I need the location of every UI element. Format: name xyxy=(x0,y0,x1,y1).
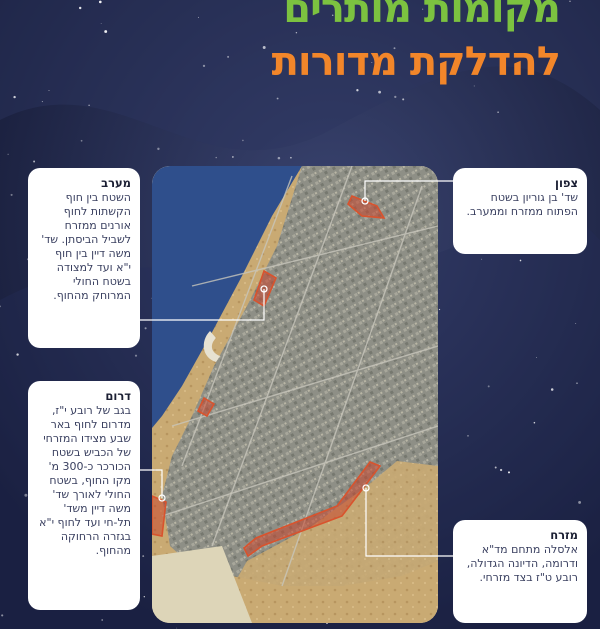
star xyxy=(16,353,18,355)
callout-east-heading: מזרח xyxy=(550,528,578,542)
star xyxy=(569,0,571,2)
star xyxy=(203,65,205,67)
title-line-1: מקומות מותרים xyxy=(283,0,560,32)
callout-north-heading: צפון xyxy=(555,176,578,190)
star xyxy=(356,89,358,91)
callout-south-body: בגב של רובע י"ז, מדרום לחוף באר שבע מצידו המזרחי של הכביש בשטח הכורכר כ-300 מ' מקו החוף, בשטח החולי לאורך שד' משה דיין משד' תל-חי ועד לחוף י"א בגזרה הרחוקה מהחוף. xyxy=(39,404,131,557)
star xyxy=(216,157,217,158)
star xyxy=(497,111,499,113)
star xyxy=(402,98,404,100)
callout-west-body: השטח בין חוף הקשתות לחוף אורנים ממזרח לשביל הביסתן. שד' משה דיין בין חוף י"א ועד למצודה בשטח החולי המרוחק מהחוף. xyxy=(41,191,131,302)
star xyxy=(488,385,490,387)
star xyxy=(145,327,147,329)
star xyxy=(578,501,581,504)
callout-south xyxy=(28,381,140,610)
star xyxy=(439,309,440,310)
star xyxy=(520,260,522,262)
star xyxy=(104,30,107,33)
star xyxy=(101,619,103,621)
star xyxy=(42,101,43,102)
star xyxy=(277,98,279,100)
star xyxy=(142,555,144,557)
star xyxy=(1,614,3,616)
star xyxy=(576,382,578,384)
map-card xyxy=(152,166,438,623)
star xyxy=(290,157,292,159)
star xyxy=(534,422,536,424)
star xyxy=(495,467,497,469)
star xyxy=(81,140,83,142)
star xyxy=(135,355,137,357)
star xyxy=(11,194,13,196)
callout-north-body: שד' בן גוריון בשטח הפתוח ממזרח וממערב. xyxy=(466,191,578,218)
star xyxy=(79,7,81,9)
callout-east-body: אלסלה מתחם מד"א ודרומה, הדיונה הגדולה, רובע ט"ז בצד מזרחי. xyxy=(466,543,578,584)
callout-east xyxy=(453,520,587,623)
star xyxy=(198,17,199,18)
callout-west-heading: מערב xyxy=(101,176,131,190)
star xyxy=(144,596,145,597)
star xyxy=(99,1,102,4)
star xyxy=(242,140,244,142)
star xyxy=(278,157,281,160)
star xyxy=(536,357,537,358)
title-line-2: להדלקת מדורות xyxy=(271,39,560,85)
star xyxy=(467,435,468,436)
star xyxy=(378,91,381,94)
star xyxy=(24,494,27,497)
star xyxy=(508,471,510,473)
star xyxy=(13,96,15,98)
star xyxy=(575,323,576,324)
star xyxy=(157,148,159,150)
callout-north xyxy=(453,168,587,254)
star xyxy=(500,469,502,471)
star xyxy=(48,90,49,91)
star xyxy=(263,46,266,49)
star xyxy=(232,156,233,157)
star xyxy=(88,105,89,106)
star xyxy=(481,259,482,260)
star xyxy=(227,56,229,58)
aerial-map xyxy=(152,166,438,623)
callout-south-heading: דרום xyxy=(105,389,131,403)
star xyxy=(551,388,554,391)
star xyxy=(33,161,35,163)
star xyxy=(8,154,9,155)
star xyxy=(394,96,396,98)
star xyxy=(176,628,177,629)
star xyxy=(101,23,102,24)
callout-west xyxy=(28,168,140,348)
